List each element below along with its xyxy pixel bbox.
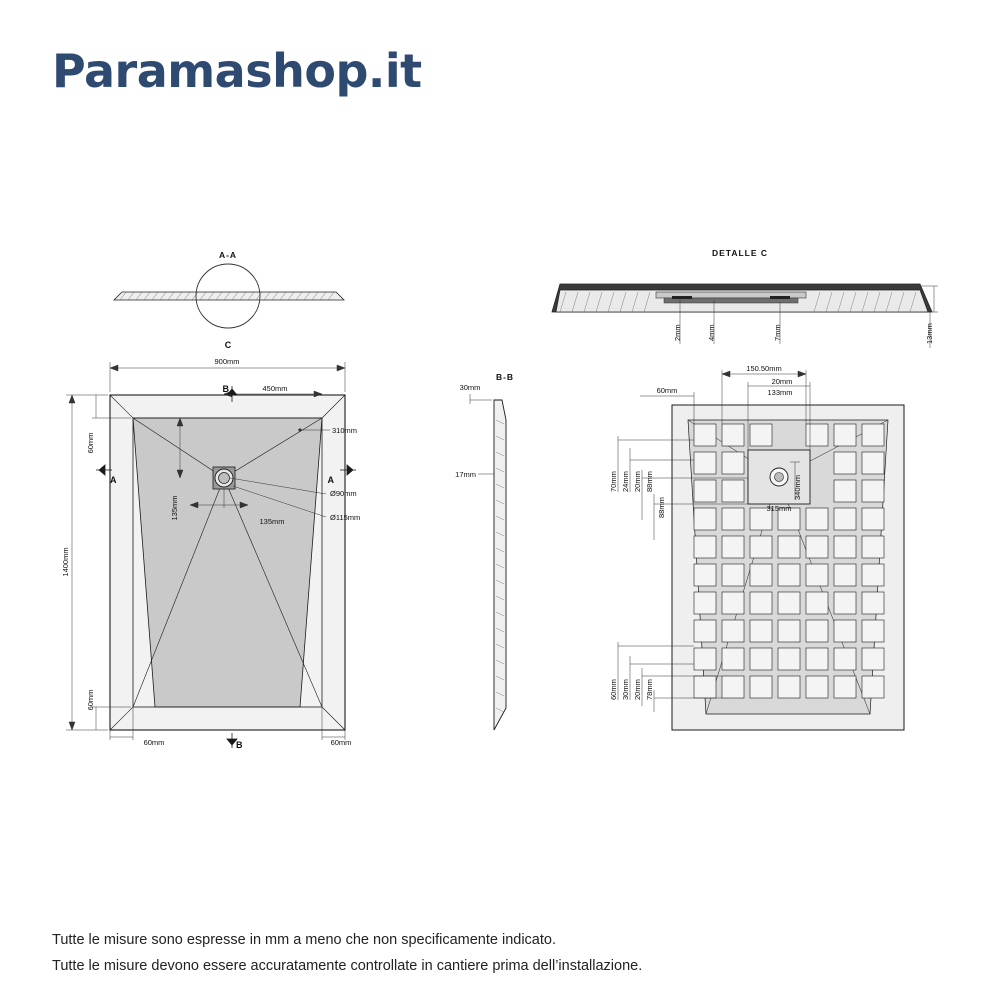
section-bb-view bbox=[455, 372, 514, 730]
note-line-1: Tutte le misure sono espresse in mm a meno che non specificamente indicato. bbox=[52, 932, 556, 948]
underside-grid-view bbox=[609, 364, 904, 730]
plan-dim-inset-top: 60mm bbox=[86, 432, 95, 454]
detail-c-dim-7mm: 7mm bbox=[773, 324, 782, 341]
plan-dim-drain-x: 135mm bbox=[259, 517, 285, 526]
grid-dim-30: 30mm bbox=[621, 679, 630, 700]
grid-dim-20: 20mm bbox=[771, 377, 793, 386]
section-bb-dim-total: 30mm bbox=[459, 383, 481, 392]
plan-dim-inset-bottom: 60mm bbox=[86, 689, 95, 711]
grid-dim-340: 340mm bbox=[793, 474, 802, 500]
section-bb-dim-inner: 17mm bbox=[455, 470, 476, 479]
grid-dim-88b: 88mm bbox=[657, 497, 666, 518]
detail-c-title: DETALLE C bbox=[711, 248, 769, 258]
section-mark-b-top: B bbox=[222, 384, 229, 394]
plan-dim-drain-dia-115: Ø115mm bbox=[330, 513, 361, 522]
plan-dim-height: 1400mm bbox=[61, 547, 70, 577]
plan-dim-inset-right: 60mm bbox=[330, 738, 352, 747]
detail-c-dim-4mm: 4mm bbox=[707, 324, 716, 341]
grid-dim-70: 70mm bbox=[609, 471, 618, 492]
plan-dim-half-width: 450mm bbox=[262, 384, 288, 393]
grid-dim-133: 133mm bbox=[767, 388, 793, 397]
grid-dim-24: 24mm bbox=[621, 471, 630, 492]
grid-dim-60-bottom: 60mm bbox=[609, 679, 618, 700]
grid-dim-315: 315mm bbox=[766, 504, 792, 513]
detail-c-dim-2mm: 2mm bbox=[673, 324, 682, 341]
plan-dim-inset-left: 60mm bbox=[143, 738, 165, 747]
detail-c-view bbox=[552, 248, 938, 348]
brand-logo: Paramashop.it bbox=[52, 44, 422, 98]
grid-dim-15050: 150.50mm bbox=[746, 364, 782, 373]
grid-dim-60-top: 60mm bbox=[656, 386, 678, 395]
section-aa-view bbox=[114, 250, 344, 350]
plan-dim-drain-dia-90: Ø90mm bbox=[330, 489, 357, 498]
grid-dim-78: 78mm bbox=[645, 679, 654, 700]
section-mark-a-right: A bbox=[327, 475, 334, 485]
section-mark-a-left: A bbox=[110, 475, 117, 485]
plan-dim-width: 900mm bbox=[214, 357, 240, 366]
section-mark-b-bottom: B bbox=[236, 740, 243, 750]
plan-dim-drain-y: 135mm bbox=[170, 495, 179, 521]
grid-dim-88a: 88mm bbox=[645, 471, 654, 492]
section-aa-title: A-A bbox=[218, 250, 238, 260]
detail-mark-c: C bbox=[224, 340, 232, 350]
note-line-2: Tutte le misure devono essere accuratamente controllate in cantiere prima dell’installazione. bbox=[52, 958, 643, 974]
section-bb-title: B-B bbox=[495, 372, 515, 382]
plan-view bbox=[61, 357, 360, 750]
plan-dim-corner: 310mm bbox=[332, 426, 358, 435]
detail-c-dim-13mm: 13mm bbox=[925, 323, 934, 344]
grid-dim-20: 20mm bbox=[633, 471, 642, 492]
grid-dim-20-bottom: 20mm bbox=[633, 679, 642, 700]
